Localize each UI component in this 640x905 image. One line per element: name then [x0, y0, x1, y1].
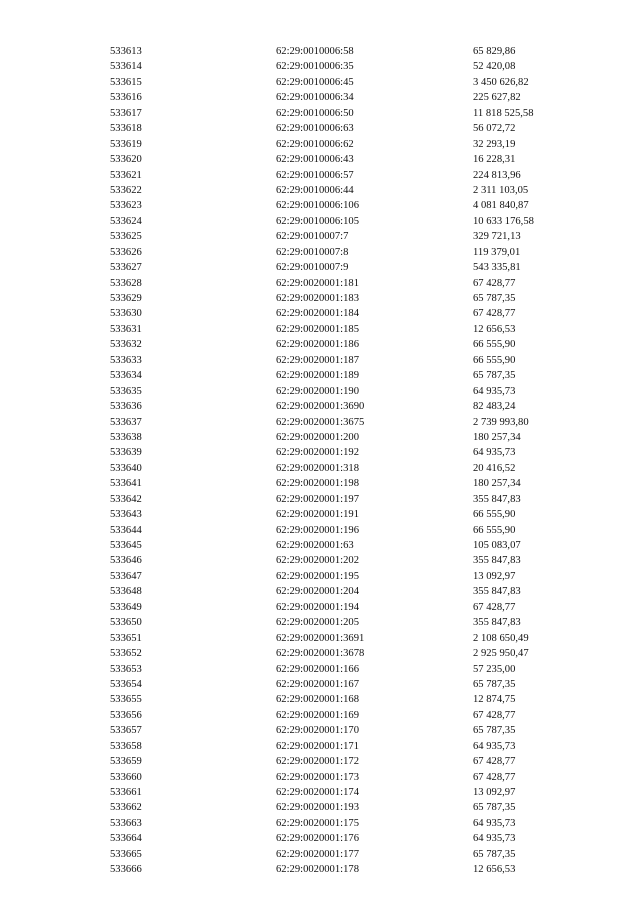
table-row [0, 415, 640, 430]
row-number: 533653 [110, 663, 142, 675]
table-row [0, 59, 640, 74]
cadastral-value: 65 787,35 [473, 725, 516, 737]
cadastral-value: 355 847,83 [473, 586, 521, 598]
cadastral-value: 355 847,83 [473, 617, 521, 629]
cadastral-number: 62:29:0020001:177 [276, 848, 359, 860]
cadastral-number: 62:29:0020001:185 [276, 323, 359, 335]
row-number: 533660 [110, 771, 142, 783]
cadastral-number: 62:29:0020001:184 [276, 308, 359, 320]
row-number: 533614 [110, 61, 142, 73]
row-number: 533646 [110, 555, 142, 567]
cadastral-number: 62:29:0020001:169 [276, 709, 359, 721]
cadastral-number: 62:29:0020001:3691 [276, 632, 365, 644]
cadastral-value: 13 092,97 [473, 570, 516, 582]
cadastral-value: 67 428,77 [473, 709, 516, 721]
table-row [0, 198, 640, 213]
table-row [0, 569, 640, 584]
cadastral-number: 62:29:0020001:202 [276, 555, 359, 567]
row-number: 533647 [110, 570, 142, 582]
row-number: 533622 [110, 184, 142, 196]
table-row [0, 847, 640, 862]
cadastral-value: 20 416,52 [473, 462, 516, 474]
row-number: 533665 [110, 848, 142, 860]
cadastral-number: 62:29:0020001:192 [276, 447, 359, 459]
cadastral-number: 62:29:0020001:3690 [276, 401, 365, 413]
row-number: 533618 [110, 123, 142, 135]
cadastral-value: 225 627,82 [473, 92, 521, 104]
row-number: 533649 [110, 601, 142, 613]
table-row [0, 137, 640, 152]
table-row [0, 90, 640, 105]
row-number: 533640 [110, 462, 142, 474]
table-row [0, 770, 640, 785]
cadastral-number: 62:29:0020001:167 [276, 678, 359, 690]
cadastral-number: 62:29:0020001:178 [276, 864, 359, 876]
row-number: 533627 [110, 262, 142, 274]
cadastral-number: 62:29:0020001:195 [276, 570, 359, 582]
row-number: 533620 [110, 154, 142, 166]
cadastral-number: 62:29:0010006:43 [276, 154, 354, 166]
table-row [0, 739, 640, 754]
cadastral-value: 11 818 525,58 [473, 107, 534, 119]
table-row [0, 384, 640, 399]
table-row [0, 291, 640, 306]
cadastral-number: 62:29:0020001:189 [276, 370, 359, 382]
row-number: 533664 [110, 833, 142, 845]
cadastral-number: 62:29:0020001:176 [276, 833, 359, 845]
cadastral-number: 62:29:0020001:193 [276, 802, 359, 814]
row-number: 533656 [110, 709, 142, 721]
cadastral-value: 119 379,01 [473, 246, 521, 258]
cadastral-number: 62:29:0020001:200 [276, 431, 359, 443]
cadastral-value: 12 656,53 [473, 323, 516, 335]
table-row [0, 368, 640, 383]
cadastral-value: 224 813,96 [473, 169, 521, 181]
cadastral-value: 65 787,35 [473, 848, 516, 860]
table-row [0, 677, 640, 692]
row-number: 533626 [110, 246, 142, 258]
table-row [0, 337, 640, 352]
row-number: 533625 [110, 231, 142, 243]
table-row [0, 168, 640, 183]
cadastral-number: 62:29:0010007:9 [276, 262, 349, 274]
table-row [0, 152, 640, 167]
row-number: 533644 [110, 524, 142, 536]
cadastral-value: 12 874,75 [473, 694, 516, 706]
table-row [0, 507, 640, 522]
table-row [0, 631, 640, 646]
table-row [0, 754, 640, 769]
cadastral-value: 180 257,34 [473, 431, 521, 443]
cadastral-value: 65 829,86 [473, 46, 516, 57]
cadastral-value: 67 428,77 [473, 771, 516, 783]
row-number: 533641 [110, 478, 142, 490]
row-number: 533638 [110, 431, 142, 443]
table-row [0, 245, 640, 260]
table-row [0, 399, 640, 414]
cadastral-number: 62:29:0020001:63 [276, 540, 354, 551]
cadastral-number: 62:29:0020001:198 [276, 478, 359, 490]
cadastral-value: 67 428,77 [473, 601, 516, 613]
row-number: 533655 [110, 694, 142, 706]
cadastral-value: 10 633 176,58 [473, 215, 534, 227]
table-row [0, 183, 640, 198]
cadastral-value: 65 787,35 [473, 293, 516, 304]
cadastral-number: 62:29:0010006:58 [276, 46, 354, 57]
cadastral-number: 62:29:0020001:181 [276, 277, 359, 289]
row-number: 533648 [110, 586, 142, 598]
cadastral-number: 62:29:0020001:183 [276, 293, 359, 304]
table-row [0, 646, 640, 661]
cadastral-number: 62:29:0010006:45 [276, 76, 354, 88]
cadastral-value: 52 420,08 [473, 61, 516, 73]
row-number: 533652 [110, 648, 142, 660]
table-row [0, 862, 640, 877]
row-number: 533666 [110, 864, 142, 876]
row-number: 533661 [110, 787, 142, 798]
row-number: 533619 [110, 138, 142, 150]
cadastral-value: 355 847,83 [473, 555, 521, 567]
cadastral-number: 62:29:0010006:44 [276, 184, 354, 196]
table-row [0, 476, 640, 491]
cadastral-number: 62:29:0020001:168 [276, 694, 359, 706]
cadastral-value: 2 108 650,49 [473, 632, 529, 644]
table-row [0, 692, 640, 707]
table-row [0, 214, 640, 229]
table-row [0, 75, 640, 90]
cadastral-value: 66 555,90 [473, 354, 516, 366]
row-number: 533651 [110, 632, 142, 644]
cadastral-value: 105 083,07 [473, 540, 521, 551]
row-number: 533615 [110, 76, 142, 88]
cadastral-number: 62:29:0010006:106 [276, 200, 359, 212]
cadastral-value: 329 721,13 [473, 231, 521, 243]
table-row [0, 584, 640, 599]
cadastral-value: 65 787,35 [473, 802, 516, 814]
row-number: 533632 [110, 339, 142, 351]
cadastral-value: 2 739 993,80 [473, 416, 529, 428]
cadastral-value: 13 092,97 [473, 787, 516, 798]
cadastral-number: 62:29:0020001:174 [276, 787, 359, 798]
table-row [0, 523, 640, 538]
table-row [0, 353, 640, 368]
cadastral-value: 65 787,35 [473, 370, 516, 382]
table-row [0, 723, 640, 738]
cadastral-value: 355 847,83 [473, 493, 521, 505]
cadastral-number: 62:29:0020001:205 [276, 617, 359, 629]
cadastral-number: 62:29:0020001:190 [276, 385, 359, 397]
cadastral-number: 62:29:0020001:3675 [276, 416, 365, 428]
table-row [0, 322, 640, 337]
table-row [0, 445, 640, 460]
row-number: 533654 [110, 678, 142, 690]
cadastral-value: 64 935,73 [473, 447, 516, 459]
row-number: 533642 [110, 493, 142, 505]
cadastral-value: 56 072,72 [473, 123, 516, 135]
row-number: 533657 [110, 725, 142, 737]
row-number: 533617 [110, 107, 142, 119]
row-number: 533623 [110, 200, 142, 212]
cadastral-value: 4 081 840,87 [473, 200, 529, 212]
table-row [0, 708, 640, 723]
cadastral-number: 62:29:0020001:3678 [276, 648, 365, 660]
cadastral-value: 2 311 103,05 [473, 184, 529, 196]
cadastral-value: 64 935,73 [473, 833, 516, 845]
row-number: 533621 [110, 169, 142, 181]
row-number: 533637 [110, 416, 142, 428]
cadastral-value: 180 257,34 [473, 478, 521, 490]
table-row [0, 106, 640, 121]
cadastral-value: 16 228,31 [473, 154, 516, 166]
cadastral-value: 66 555,90 [473, 339, 516, 351]
cadastral-number: 62:29:0020001:171 [276, 740, 359, 752]
cadastral-value: 67 428,77 [473, 277, 516, 289]
cadastral-number: 62:29:0020001:172 [276, 756, 359, 768]
table-row [0, 662, 640, 677]
row-number: 533631 [110, 323, 142, 335]
cadastral-number: 62:29:0020001:170 [276, 725, 359, 737]
table-row [0, 121, 640, 136]
table-row [0, 229, 640, 244]
cadastral-value-table [0, 44, 640, 878]
cadastral-number: 62:29:0020001:191 [276, 509, 359, 521]
table-row [0, 44, 640, 59]
cadastral-number: 62:29:0020001:204 [276, 586, 359, 598]
cadastral-value: 66 555,90 [473, 509, 516, 521]
row-number: 533616 [110, 92, 142, 104]
row-number: 533663 [110, 817, 142, 829]
row-number: 533630 [110, 308, 142, 320]
cadastral-value: 543 335,81 [473, 262, 521, 274]
cadastral-number: 62:29:0010006:63 [276, 123, 354, 135]
cadastral-value: 66 555,90 [473, 524, 516, 536]
cadastral-number: 62:29:0020001:175 [276, 817, 359, 829]
cadastral-number: 62:29:0020001:318 [276, 462, 359, 474]
cadastral-value: 82 483,24 [473, 401, 516, 413]
cadastral-number: 62:29:0010006:35 [276, 61, 354, 73]
row-number: 533636 [110, 401, 142, 413]
row-number: 533639 [110, 447, 142, 459]
table-row [0, 831, 640, 846]
table-row [0, 553, 640, 568]
row-number: 533659 [110, 756, 142, 768]
table-row [0, 600, 640, 615]
cadastral-number: 62:29:0020001:186 [276, 339, 359, 351]
cadastral-number: 62:29:0020001:166 [276, 663, 359, 675]
cadastral-value: 64 935,73 [473, 740, 516, 752]
row-number: 533628 [110, 277, 142, 289]
cadastral-number: 62:29:0020001:187 [276, 354, 359, 366]
cadastral-value: 32 293,19 [473, 138, 516, 150]
row-number: 533635 [110, 385, 142, 397]
row-number: 533624 [110, 215, 142, 227]
cadastral-value: 3 450 626,82 [473, 76, 529, 88]
table-row [0, 816, 640, 831]
table-row [0, 785, 640, 800]
cadastral-value: 64 935,73 [473, 385, 516, 397]
row-number: 533650 [110, 617, 142, 629]
cadastral-number: 62:29:0020001:197 [276, 493, 359, 505]
cadastral-number: 62:29:0020001:196 [276, 524, 359, 536]
table-row [0, 430, 640, 445]
cadastral-value: 67 428,77 [473, 756, 516, 768]
cadastral-value: 12 656,53 [473, 864, 516, 876]
row-number: 533613 [110, 46, 142, 57]
cadastral-number: 62:29:0010007:8 [276, 246, 349, 258]
table-row [0, 260, 640, 275]
cadastral-value: 65 787,35 [473, 678, 516, 690]
table-row [0, 615, 640, 630]
row-number: 533658 [110, 740, 142, 752]
table-row [0, 461, 640, 476]
table-row [0, 800, 640, 815]
cadastral-number: 62:29:0010006:34 [276, 92, 354, 104]
cadastral-value: 67 428,77 [473, 308, 516, 320]
row-number: 533645 [110, 540, 142, 551]
row-number: 533662 [110, 802, 142, 814]
cadastral-number: 62:29:0010007:7 [276, 231, 349, 243]
row-number: 533633 [110, 354, 142, 366]
cadastral-value: 2 925 950,47 [473, 648, 529, 660]
cadastral-number: 62:29:0020001:194 [276, 601, 359, 613]
table-row [0, 306, 640, 321]
table-row [0, 492, 640, 507]
cadastral-number: 62:29:0010006:105 [276, 215, 359, 227]
cadastral-number: 62:29:0020001:173 [276, 771, 359, 783]
cadastral-number: 62:29:0010006:50 [276, 107, 354, 119]
table-row [0, 276, 640, 291]
table-row [0, 538, 640, 553]
row-number: 533634 [110, 370, 142, 382]
cadastral-value: 57 235,00 [473, 663, 516, 675]
cadastral-value: 64 935,73 [473, 817, 516, 829]
cadastral-number: 62:29:0010006:62 [276, 138, 354, 150]
row-number: 533643 [110, 509, 142, 521]
cadastral-number: 62:29:0010006:57 [276, 169, 354, 181]
row-number: 533629 [110, 293, 142, 304]
